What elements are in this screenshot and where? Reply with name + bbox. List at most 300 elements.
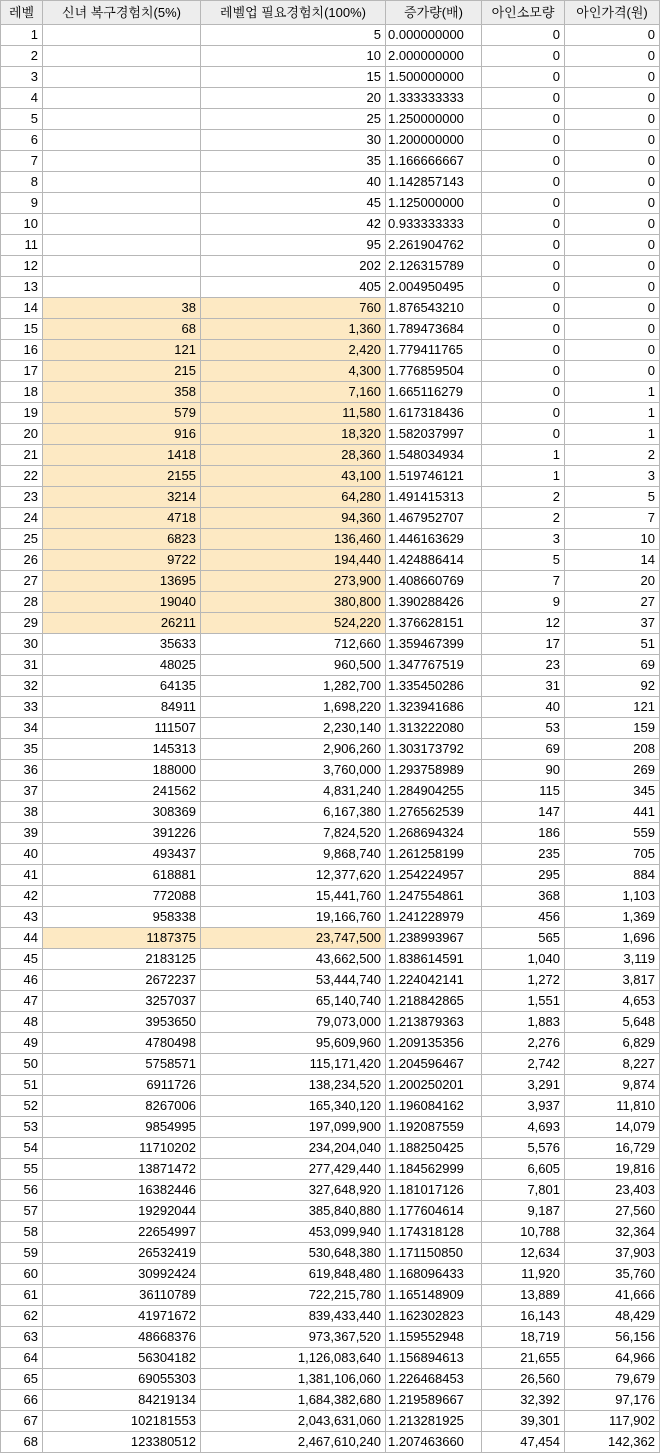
cell-ain-price[interactable]: 19,816: [565, 1159, 660, 1180]
cell-ain-price[interactable]: 0: [565, 235, 660, 256]
cell-level[interactable]: 19: [1, 403, 43, 424]
cell-increase-ratio[interactable]: 1.617318436: [386, 403, 482, 424]
cell-level[interactable]: 61: [1, 1285, 43, 1306]
header-ain-consumption[interactable]: 아인소모량: [482, 1, 565, 25]
cell-increase-ratio[interactable]: 1.261258199: [386, 844, 482, 865]
cell-recovery-exp[interactable]: [43, 88, 201, 109]
cell-ain-price[interactable]: 1,369: [565, 907, 660, 928]
cell-ain-consumption[interactable]: 0: [482, 277, 565, 298]
cell-recovery-exp[interactable]: 2672237: [43, 970, 201, 991]
cell-required-exp[interactable]: 530,648,380: [201, 1243, 386, 1264]
cell-increase-ratio[interactable]: 1.247554861: [386, 886, 482, 907]
cell-required-exp[interactable]: 95,609,960: [201, 1033, 386, 1054]
cell-required-exp[interactable]: 64,280: [201, 487, 386, 508]
cell-increase-ratio[interactable]: 1.219589667: [386, 1390, 482, 1411]
cell-required-exp[interactable]: 327,648,920: [201, 1180, 386, 1201]
cell-ain-price[interactable]: 20: [565, 571, 660, 592]
cell-level[interactable]: 55: [1, 1159, 43, 1180]
cell-ain-price[interactable]: 0: [565, 361, 660, 382]
cell-required-exp[interactable]: 2,043,631,060: [201, 1411, 386, 1432]
cell-level[interactable]: 34: [1, 718, 43, 739]
cell-required-exp[interactable]: 94,360: [201, 508, 386, 529]
cell-increase-ratio[interactable]: 1.424886414: [386, 550, 482, 571]
cell-increase-ratio[interactable]: 1.467952707: [386, 508, 482, 529]
cell-ain-consumption[interactable]: 295: [482, 865, 565, 886]
cell-ain-consumption[interactable]: 0: [482, 151, 565, 172]
cell-recovery-exp[interactable]: 19292044: [43, 1201, 201, 1222]
cell-required-exp[interactable]: 28,360: [201, 445, 386, 466]
cell-required-exp[interactable]: 4,300: [201, 361, 386, 382]
cell-ain-consumption[interactable]: 456: [482, 907, 565, 928]
cell-increase-ratio[interactable]: 2.261904762: [386, 235, 482, 256]
cell-recovery-exp[interactable]: [43, 172, 201, 193]
cell-required-exp[interactable]: 524,220: [201, 613, 386, 634]
cell-recovery-exp[interactable]: 391226: [43, 823, 201, 844]
cell-ain-consumption[interactable]: 0: [482, 298, 565, 319]
cell-recovery-exp[interactable]: 26532419: [43, 1243, 201, 1264]
cell-increase-ratio[interactable]: 1.390288426: [386, 592, 482, 613]
cell-required-exp[interactable]: 1,698,220: [201, 697, 386, 718]
cell-level[interactable]: 27: [1, 571, 43, 592]
cell-level[interactable]: 17: [1, 361, 43, 382]
cell-increase-ratio[interactable]: 1.181017126: [386, 1180, 482, 1201]
cell-level[interactable]: 16: [1, 340, 43, 361]
cell-level[interactable]: 68: [1, 1432, 43, 1453]
cell-required-exp[interactable]: 65,140,740: [201, 991, 386, 1012]
cell-ain-price[interactable]: 1: [565, 382, 660, 403]
cell-ain-consumption[interactable]: 0: [482, 319, 565, 340]
cell-required-exp[interactable]: 3,760,000: [201, 760, 386, 781]
cell-level[interactable]: 22: [1, 466, 43, 487]
cell-recovery-exp[interactable]: 11710202: [43, 1138, 201, 1159]
cell-recovery-exp[interactable]: 4780498: [43, 1033, 201, 1054]
cell-ain-price[interactable]: 92: [565, 676, 660, 697]
cell-recovery-exp[interactable]: 36110789: [43, 1285, 201, 1306]
cell-increase-ratio[interactable]: 1.276562539: [386, 802, 482, 823]
cell-ain-price[interactable]: 8,227: [565, 1054, 660, 1075]
cell-level[interactable]: 41: [1, 865, 43, 886]
header-increase-ratio[interactable]: 증가량(배): [386, 1, 482, 25]
cell-level[interactable]: 25: [1, 529, 43, 550]
cell-increase-ratio[interactable]: 1.192087559: [386, 1117, 482, 1138]
cell-level[interactable]: 14: [1, 298, 43, 319]
cell-ain-price[interactable]: 14: [565, 550, 660, 571]
cell-ain-consumption[interactable]: 0: [482, 130, 565, 151]
cell-recovery-exp[interactable]: 64135: [43, 676, 201, 697]
cell-ain-price[interactable]: 6,829: [565, 1033, 660, 1054]
cell-ain-price[interactable]: 0: [565, 193, 660, 214]
cell-recovery-exp[interactable]: 916: [43, 424, 201, 445]
cell-increase-ratio[interactable]: 1.500000000: [386, 67, 482, 88]
cell-required-exp[interactable]: 12,377,620: [201, 865, 386, 886]
cell-required-exp[interactable]: 45: [201, 193, 386, 214]
cell-recovery-exp[interactable]: 4718: [43, 508, 201, 529]
cell-ain-consumption[interactable]: 147: [482, 802, 565, 823]
cell-level[interactable]: 6: [1, 130, 43, 151]
cell-ain-price[interactable]: 345: [565, 781, 660, 802]
cell-recovery-exp[interactable]: [43, 256, 201, 277]
cell-ain-price[interactable]: 37: [565, 613, 660, 634]
cell-increase-ratio[interactable]: 1.446163629: [386, 529, 482, 550]
cell-ain-consumption[interactable]: 0: [482, 382, 565, 403]
cell-increase-ratio[interactable]: 1.376628151: [386, 613, 482, 634]
cell-ain-price[interactable]: 4,653: [565, 991, 660, 1012]
cell-level[interactable]: 11: [1, 235, 43, 256]
cell-increase-ratio[interactable]: 1.268694324: [386, 823, 482, 844]
cell-level[interactable]: 32: [1, 676, 43, 697]
cell-ain-consumption[interactable]: 2: [482, 508, 565, 529]
cell-ain-consumption[interactable]: 16,143: [482, 1306, 565, 1327]
cell-required-exp[interactable]: 18,320: [201, 424, 386, 445]
cell-ain-consumption[interactable]: 40: [482, 697, 565, 718]
cell-ain-price[interactable]: 27: [565, 592, 660, 613]
cell-level[interactable]: 66: [1, 1390, 43, 1411]
cell-ain-price[interactable]: 1,696: [565, 928, 660, 949]
cell-ain-price[interactable]: 41,666: [565, 1285, 660, 1306]
cell-recovery-exp[interactable]: 358: [43, 382, 201, 403]
cell-level[interactable]: 13: [1, 277, 43, 298]
cell-required-exp[interactable]: 2,230,140: [201, 718, 386, 739]
cell-ain-price[interactable]: 0: [565, 67, 660, 88]
cell-ain-price[interactable]: 37,903: [565, 1243, 660, 1264]
cell-ain-price[interactable]: 0: [565, 130, 660, 151]
cell-ain-consumption[interactable]: 0: [482, 46, 565, 67]
cell-ain-price[interactable]: 48,429: [565, 1306, 660, 1327]
cell-ain-price[interactable]: 0: [565, 214, 660, 235]
cell-recovery-exp[interactable]: 13695: [43, 571, 201, 592]
cell-required-exp[interactable]: 43,662,500: [201, 949, 386, 970]
cell-required-exp[interactable]: 19,166,760: [201, 907, 386, 928]
cell-level[interactable]: 2: [1, 46, 43, 67]
cell-ain-consumption[interactable]: 565: [482, 928, 565, 949]
cell-ain-consumption[interactable]: 0: [482, 340, 565, 361]
cell-recovery-exp[interactable]: 9722: [43, 550, 201, 571]
cell-ain-consumption[interactable]: 0: [482, 67, 565, 88]
cell-recovery-exp[interactable]: 56304182: [43, 1348, 201, 1369]
cell-level[interactable]: 42: [1, 886, 43, 907]
cell-ain-price[interactable]: 27,560: [565, 1201, 660, 1222]
cell-required-exp[interactable]: 405: [201, 277, 386, 298]
cell-level[interactable]: 59: [1, 1243, 43, 1264]
cell-ain-price[interactable]: 884: [565, 865, 660, 886]
cell-recovery-exp[interactable]: 145313: [43, 739, 201, 760]
cell-level[interactable]: 37: [1, 781, 43, 802]
cell-level[interactable]: 54: [1, 1138, 43, 1159]
cell-ain-consumption[interactable]: 1,040: [482, 949, 565, 970]
cell-ain-price[interactable]: 5: [565, 487, 660, 508]
cell-level[interactable]: 18: [1, 382, 43, 403]
cell-increase-ratio[interactable]: 1.207463660: [386, 1432, 482, 1453]
cell-ain-price[interactable]: 0: [565, 340, 660, 361]
cell-ain-price[interactable]: 117,902: [565, 1411, 660, 1432]
cell-ain-price[interactable]: 159: [565, 718, 660, 739]
cell-ain-consumption[interactable]: 3,937: [482, 1096, 565, 1117]
cell-ain-consumption[interactable]: 0: [482, 109, 565, 130]
cell-recovery-exp[interactable]: 3257037: [43, 991, 201, 1012]
cell-ain-consumption[interactable]: 21,655: [482, 1348, 565, 1369]
cell-increase-ratio[interactable]: 1.184562999: [386, 1159, 482, 1180]
cell-required-exp[interactable]: 4,831,240: [201, 781, 386, 802]
cell-required-exp[interactable]: 136,460: [201, 529, 386, 550]
cell-increase-ratio[interactable]: 1.156894613: [386, 1348, 482, 1369]
cell-ain-consumption[interactable]: 0: [482, 88, 565, 109]
cell-ain-price[interactable]: 142,362: [565, 1432, 660, 1453]
cell-ain-price[interactable]: 32,364: [565, 1222, 660, 1243]
cell-level[interactable]: 50: [1, 1054, 43, 1075]
cell-level[interactable]: 46: [1, 970, 43, 991]
cell-increase-ratio[interactable]: 1.303173792: [386, 739, 482, 760]
cell-required-exp[interactable]: 7,824,520: [201, 823, 386, 844]
cell-ain-consumption[interactable]: 1,883: [482, 1012, 565, 1033]
cell-level[interactable]: 28: [1, 592, 43, 613]
cell-ain-price[interactable]: 10: [565, 529, 660, 550]
cell-increase-ratio[interactable]: 1.166666667: [386, 151, 482, 172]
cell-increase-ratio[interactable]: 2.004950495: [386, 277, 482, 298]
cell-recovery-exp[interactable]: 215: [43, 361, 201, 382]
cell-required-exp[interactable]: 722,215,780: [201, 1285, 386, 1306]
cell-required-exp[interactable]: 453,099,940: [201, 1222, 386, 1243]
cell-increase-ratio[interactable]: 1.226468453: [386, 1369, 482, 1390]
cell-recovery-exp[interactable]: 958338: [43, 907, 201, 928]
cell-recovery-exp[interactable]: 6823: [43, 529, 201, 550]
cell-required-exp[interactable]: 2,420: [201, 340, 386, 361]
cell-ain-consumption[interactable]: 0: [482, 25, 565, 46]
cell-required-exp[interactable]: 95: [201, 235, 386, 256]
header-required-exp[interactable]: 레벨업 필요경험치(100%): [201, 1, 386, 25]
cell-ain-price[interactable]: 1,103: [565, 886, 660, 907]
cell-ain-consumption[interactable]: 18,719: [482, 1327, 565, 1348]
cell-increase-ratio[interactable]: 1.204596467: [386, 1054, 482, 1075]
cell-level[interactable]: 63: [1, 1327, 43, 1348]
cell-recovery-exp[interactable]: 493437: [43, 844, 201, 865]
header-recovery-exp[interactable]: 신녀 복구경험치(5%): [43, 1, 201, 25]
cell-ain-price[interactable]: 23,403: [565, 1180, 660, 1201]
cell-ain-price[interactable]: 16,729: [565, 1138, 660, 1159]
cell-increase-ratio[interactable]: 1.665116279: [386, 382, 482, 403]
cell-recovery-exp[interactable]: 19040: [43, 592, 201, 613]
cell-ain-price[interactable]: 51: [565, 634, 660, 655]
cell-ain-consumption[interactable]: 6,605: [482, 1159, 565, 1180]
cell-recovery-exp[interactable]: [43, 151, 201, 172]
cell-required-exp[interactable]: 197,099,900: [201, 1117, 386, 1138]
cell-ain-price[interactable]: 79,679: [565, 1369, 660, 1390]
cell-recovery-exp[interactable]: 9854995: [43, 1117, 201, 1138]
cell-level[interactable]: 62: [1, 1306, 43, 1327]
cell-required-exp[interactable]: 1,126,083,640: [201, 1348, 386, 1369]
cell-level[interactable]: 65: [1, 1369, 43, 1390]
cell-ain-consumption[interactable]: 115: [482, 781, 565, 802]
cell-increase-ratio[interactable]: 1.284904255: [386, 781, 482, 802]
cell-level[interactable]: 48: [1, 1012, 43, 1033]
cell-level[interactable]: 40: [1, 844, 43, 865]
cell-level[interactable]: 53: [1, 1117, 43, 1138]
cell-recovery-exp[interactable]: [43, 25, 201, 46]
cell-level[interactable]: 23: [1, 487, 43, 508]
cell-recovery-exp[interactable]: [43, 67, 201, 88]
cell-increase-ratio[interactable]: 1.789473684: [386, 319, 482, 340]
cell-ain-consumption[interactable]: 186: [482, 823, 565, 844]
cell-ain-consumption[interactable]: 12,634: [482, 1243, 565, 1264]
cell-level[interactable]: 9: [1, 193, 43, 214]
cell-ain-price[interactable]: 1: [565, 424, 660, 445]
cell-ain-consumption[interactable]: 12: [482, 613, 565, 634]
cell-ain-price[interactable]: 0: [565, 277, 660, 298]
cell-ain-consumption[interactable]: 0: [482, 361, 565, 382]
cell-recovery-exp[interactable]: 2155: [43, 466, 201, 487]
cell-ain-consumption[interactable]: 11,920: [482, 1264, 565, 1285]
cell-increase-ratio[interactable]: 1.779411765: [386, 340, 482, 361]
cell-ain-consumption[interactable]: 0: [482, 403, 565, 424]
cell-required-exp[interactable]: 839,433,440: [201, 1306, 386, 1327]
cell-ain-consumption[interactable]: 7: [482, 571, 565, 592]
cell-level[interactable]: 38: [1, 802, 43, 823]
cell-ain-consumption[interactable]: 7,801: [482, 1180, 565, 1201]
cell-recovery-exp[interactable]: 579: [43, 403, 201, 424]
cell-increase-ratio[interactable]: 1.142857143: [386, 172, 482, 193]
cell-required-exp[interactable]: 43,100: [201, 466, 386, 487]
cell-increase-ratio[interactable]: 1.347767519: [386, 655, 482, 676]
cell-increase-ratio[interactable]: 1.162302823: [386, 1306, 482, 1327]
cell-ain-consumption[interactable]: 10,788: [482, 1222, 565, 1243]
cell-increase-ratio[interactable]: 1.159552948: [386, 1327, 482, 1348]
cell-ain-consumption[interactable]: 9: [482, 592, 565, 613]
cell-recovery-exp[interactable]: 69055303: [43, 1369, 201, 1390]
cell-increase-ratio[interactable]: 2.126315789: [386, 256, 482, 277]
cell-ain-consumption[interactable]: 9,187: [482, 1201, 565, 1222]
cell-ain-price[interactable]: 11,810: [565, 1096, 660, 1117]
cell-increase-ratio[interactable]: 1.218842865: [386, 991, 482, 1012]
cell-recovery-exp[interactable]: 48668376: [43, 1327, 201, 1348]
cell-ain-consumption[interactable]: 0: [482, 424, 565, 445]
cell-recovery-exp[interactable]: 308369: [43, 802, 201, 823]
cell-required-exp[interactable]: 138,234,520: [201, 1075, 386, 1096]
cell-ain-price[interactable]: 1: [565, 403, 660, 424]
cell-increase-ratio[interactable]: 1.254224957: [386, 865, 482, 886]
cell-required-exp[interactable]: 15: [201, 67, 386, 88]
cell-required-exp[interactable]: 15,441,760: [201, 886, 386, 907]
cell-recovery-exp[interactable]: 38: [43, 298, 201, 319]
header-ain-price[interactable]: 아인가격(원): [565, 1, 660, 25]
cell-recovery-exp[interactable]: [43, 109, 201, 130]
cell-ain-price[interactable]: 9,874: [565, 1075, 660, 1096]
cell-level[interactable]: 7: [1, 151, 43, 172]
cell-ain-consumption[interactable]: 39,301: [482, 1411, 565, 1432]
cell-recovery-exp[interactable]: 48025: [43, 655, 201, 676]
cell-ain-price[interactable]: 2: [565, 445, 660, 466]
cell-ain-price[interactable]: 0: [565, 298, 660, 319]
cell-required-exp[interactable]: 1,360: [201, 319, 386, 340]
cell-recovery-exp[interactable]: 241562: [43, 781, 201, 802]
cell-ain-consumption[interactable]: 1: [482, 466, 565, 487]
cell-recovery-exp[interactable]: 68: [43, 319, 201, 340]
cell-ain-price[interactable]: 0: [565, 256, 660, 277]
cell-required-exp[interactable]: 1,684,382,680: [201, 1390, 386, 1411]
cell-required-exp[interactable]: 619,848,480: [201, 1264, 386, 1285]
cell-increase-ratio[interactable]: 1.125000000: [386, 193, 482, 214]
cell-ain-consumption[interactable]: 23: [482, 655, 565, 676]
cell-recovery-exp[interactable]: 13871472: [43, 1159, 201, 1180]
cell-recovery-exp[interactable]: 618881: [43, 865, 201, 886]
cell-increase-ratio[interactable]: 1.548034934: [386, 445, 482, 466]
cell-ain-consumption[interactable]: 1: [482, 445, 565, 466]
cell-level[interactable]: 58: [1, 1222, 43, 1243]
cell-required-exp[interactable]: 53,444,740: [201, 970, 386, 991]
cell-recovery-exp[interactable]: 111507: [43, 718, 201, 739]
cell-ain-consumption[interactable]: 32,392: [482, 1390, 565, 1411]
cell-required-exp[interactable]: 42: [201, 214, 386, 235]
cell-recovery-exp[interactable]: 6911726: [43, 1075, 201, 1096]
cell-recovery-exp[interactable]: 84219134: [43, 1390, 201, 1411]
cell-ain-consumption[interactable]: 1,272: [482, 970, 565, 991]
cell-recovery-exp[interactable]: 22654997: [43, 1222, 201, 1243]
cell-level[interactable]: 12: [1, 256, 43, 277]
cell-level[interactable]: 49: [1, 1033, 43, 1054]
cell-recovery-exp[interactable]: [43, 235, 201, 256]
cell-ain-price[interactable]: 64,966: [565, 1348, 660, 1369]
cell-ain-price[interactable]: 7: [565, 508, 660, 529]
cell-increase-ratio[interactable]: 1.333333333: [386, 88, 482, 109]
cell-level[interactable]: 1: [1, 25, 43, 46]
cell-ain-consumption[interactable]: 0: [482, 235, 565, 256]
cell-ain-consumption[interactable]: 2,276: [482, 1033, 565, 1054]
cell-required-exp[interactable]: 1,381,106,060: [201, 1369, 386, 1390]
cell-level[interactable]: 33: [1, 697, 43, 718]
cell-level[interactable]: 4: [1, 88, 43, 109]
cell-required-exp[interactable]: 35: [201, 151, 386, 172]
cell-increase-ratio[interactable]: 1.188250425: [386, 1138, 482, 1159]
cell-ain-consumption[interactable]: 31: [482, 676, 565, 697]
cell-required-exp[interactable]: 25: [201, 109, 386, 130]
cell-recovery-exp[interactable]: 1418: [43, 445, 201, 466]
cell-ain-consumption[interactable]: 2: [482, 487, 565, 508]
cell-increase-ratio[interactable]: 1.408660769: [386, 571, 482, 592]
cell-ain-consumption[interactable]: 0: [482, 256, 565, 277]
cell-increase-ratio[interactable]: 1.519746121: [386, 466, 482, 487]
cell-level[interactable]: 64: [1, 1348, 43, 1369]
cell-increase-ratio[interactable]: 1.491415313: [386, 487, 482, 508]
cell-required-exp[interactable]: 760: [201, 298, 386, 319]
cell-increase-ratio[interactable]: 1.174318128: [386, 1222, 482, 1243]
cell-ain-price[interactable]: 3: [565, 466, 660, 487]
cell-level[interactable]: 35: [1, 739, 43, 760]
cell-required-exp[interactable]: 7,160: [201, 382, 386, 403]
cell-ain-consumption[interactable]: 0: [482, 172, 565, 193]
cell-level[interactable]: 5: [1, 109, 43, 130]
cell-level[interactable]: 44: [1, 928, 43, 949]
cell-ain-price[interactable]: 0: [565, 319, 660, 340]
cell-recovery-exp[interactable]: 5758571: [43, 1054, 201, 1075]
cell-ain-consumption[interactable]: 3: [482, 529, 565, 550]
cell-recovery-exp[interactable]: 772088: [43, 886, 201, 907]
cell-ain-price[interactable]: 441: [565, 802, 660, 823]
cell-required-exp[interactable]: 40: [201, 172, 386, 193]
cell-ain-price[interactable]: 269: [565, 760, 660, 781]
cell-level[interactable]: 67: [1, 1411, 43, 1432]
cell-required-exp[interactable]: 1,282,700: [201, 676, 386, 697]
cell-increase-ratio[interactable]: 0.000000000: [386, 25, 482, 46]
cell-increase-ratio[interactable]: 1.241228979: [386, 907, 482, 928]
cell-ain-consumption[interactable]: 5: [482, 550, 565, 571]
cell-ain-consumption[interactable]: 3,291: [482, 1075, 565, 1096]
cell-level[interactable]: 47: [1, 991, 43, 1012]
cell-level[interactable]: 57: [1, 1201, 43, 1222]
cell-ain-price[interactable]: 35,760: [565, 1264, 660, 1285]
cell-ain-consumption[interactable]: 1,551: [482, 991, 565, 1012]
cell-increase-ratio[interactable]: 1.213281925: [386, 1411, 482, 1432]
cell-ain-price[interactable]: 3,817: [565, 970, 660, 991]
cell-ain-consumption[interactable]: 368: [482, 886, 565, 907]
cell-level[interactable]: 26: [1, 550, 43, 571]
